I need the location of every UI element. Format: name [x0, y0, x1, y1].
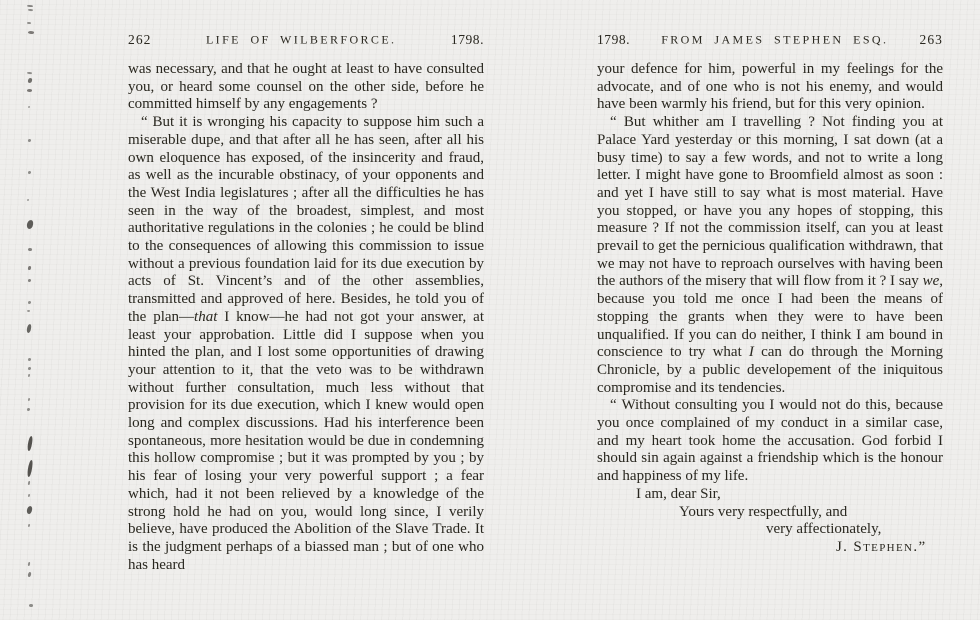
scan-speck	[26, 220, 33, 230]
scan-speck	[28, 367, 31, 370]
scan-speck	[27, 72, 32, 75]
scan-speck	[28, 279, 31, 282]
left-running-header	[128, 32, 484, 48]
scan-speck	[28, 301, 31, 304]
text-run: “ But whither am I travelling ? Not finding you at Palace Yard yesterday or this morning, I sat down (at a busy time) to say a few words, and not to write a long letter. I might have gone to Broomfield almost as soon : and yet I have still to say what is most material. Have you stopped, or have you any hopes of stopping, this measure ? If not the commission itself, can you at least prevail to get the pernicious qualification withdrawn, that we may not have to reproach ourselves with having been the authors of the misery that will flow from it ? I say	[597, 114, 943, 290]
paragraph	[597, 61, 943, 114]
scan-speck	[28, 524, 30, 527]
scan-speck	[28, 481, 31, 485]
letter-signature: J. Stephen.”	[836, 539, 927, 556]
scan-speck	[28, 398, 30, 401]
scan-speck	[28, 562, 31, 566]
scan-speck	[28, 171, 31, 174]
right-running-title: FROM JAMES STEPHEN ESQ.	[661, 32, 889, 47]
text-run: “ But it is wronging his capacity to suppose him such a miserable dupe, and that after all he has seen, after all his own eloquence has exposed, of the insincerity and fraud, as well as the incurable obstinacy, of your opponents and the West India legislatures ; after all the difficulties he has seen in the way of the broadest, simplest, and most authoritative regulations in the colonies ; he could be blind to the consequences of allowing this commission to issue without a previous foundation laid for its due execution by acts of St. Vincent’s and of the other assemblies, transmitted and approved of here. Besides, he told you of the plan—	[128, 114, 484, 325]
letter-closing	[597, 486, 943, 557]
italic-text-run: I	[748, 344, 754, 361]
scan-speck	[27, 460, 33, 477]
left-page	[128, 32, 484, 574]
scan-speck	[28, 106, 30, 108]
scan-speck	[28, 248, 32, 252]
right-page	[597, 32, 943, 557]
scan-speck	[28, 358, 31, 361]
scan-speck	[28, 266, 32, 270]
paragraph	[597, 397, 943, 486]
scan-speck	[27, 436, 33, 451]
text-run: I know—he had not got your answer, at least your approbation. Little did I suppose when you hinted the plan, and I lost some opportunities of drawing your attention to it, that the veto was to be withdrawn without further consultation, much less without that provision for its due execution, which I knew would open long and complex discussions. Had his interference been spontaneous, more hesitation would be due in condemning this hollow compromise ; but it was prompted by you ; by his fear of losing your very powerful support ; a fear which, had it not been relieved by a knowledge of the strong hold he had on you, would long since, I verily believe, have produced the Abolition of the Slave Trade. It is the judgment perhaps of a biassed man ; but of one who has heard	[128, 308, 484, 573]
right-page-number: 263	[919, 32, 943, 47]
left-header-year: 1798.	[450, 32, 484, 47]
scan-speck	[28, 494, 30, 497]
scan-speck	[28, 572, 32, 577]
paragraph	[128, 114, 484, 574]
scan-speck	[28, 9, 33, 12]
scan-speck	[29, 604, 33, 608]
scan-speck	[26, 324, 31, 333]
scan-speck	[27, 89, 32, 93]
closing-salutation: I am, dear Sir,	[636, 485, 721, 502]
closing-line-1: Yours very respectfully, and	[679, 503, 848, 520]
scan-speck	[27, 5, 33, 8]
right-header-year: 1798.	[597, 32, 631, 47]
left-page-body	[128, 61, 484, 574]
right-running-header	[597, 32, 943, 48]
text-run: , because you told me once I had been the means of stopping the grants when they were to have been unqualified. If you can do neither, I think I am bound in conscience to try what	[597, 273, 943, 361]
scan-speck	[28, 31, 34, 35]
scan-speck	[28, 374, 30, 377]
text-run: “ Without consulting you I would not do this, because you once complained of my conduct in a similar case, and my heart took home the accusation. God forbid I should sin again against a friendship which is the honour and happiness of my life.	[597, 397, 943, 485]
scan-speck	[27, 199, 29, 201]
paragraph	[128, 61, 484, 114]
left-page-number: 262	[128, 32, 152, 47]
scan-speck	[26, 506, 32, 515]
text-run: your defence for him, powerful in my feelings for the advocate, and of one who is not his enemy, and would have been warmly his friend, but for this very opinion.	[597, 61, 943, 113]
text-run: was necessary, and that he ought at least to have consulted you, or heard some counsel on the other side, before he committed himself by any engagements ?	[128, 61, 484, 113]
text-run: can do through the Morning Chronicle, by a public developement of the iniquitous compromise and its tendencies.	[597, 344, 943, 396]
scan-speck	[28, 78, 33, 84]
italic-text-run: we	[922, 273, 940, 290]
left-running-title: LIFE OF WILBERFORCE.	[205, 32, 397, 47]
right-page-body	[597, 61, 943, 486]
italic-text-run: that	[194, 308, 218, 325]
paragraph	[597, 114, 943, 397]
scan-speck	[28, 139, 31, 142]
closing-line-2: very affectionately,	[766, 521, 882, 538]
scan-speck	[27, 22, 31, 25]
scan-speck	[27, 408, 30, 411]
scan-speck	[27, 310, 30, 312]
